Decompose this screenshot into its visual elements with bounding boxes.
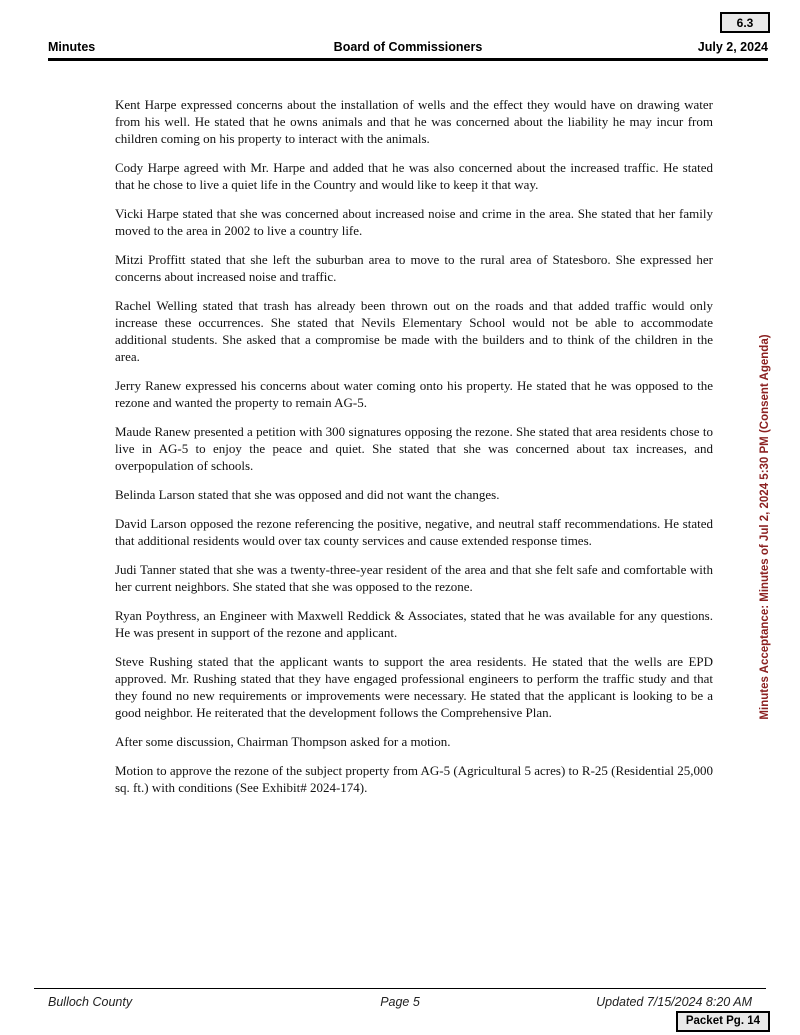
paragraph: Ryan Poythress, an Engineer with Maxwell Reddick & Associates, stated that he was available for any questions. He was present in support of the rezone and applicant. — [115, 608, 713, 640]
document-page: 6.3 Board of Commissioners Minutes July 2, 2024 Kent Harpe expressed concerns about the installation of wells and the effect they would have on drawing water from his well. He stated that he owns animals and that he was concerned about the liability he may incur from children coming on his property to interact with the animals. Cody Harpe agreed with Mr. Harpe and added that he was also concerned about the increased traffic. He stated that he chose to live a quiet life in the Country and would like to keep it that way. Vicki Harpe stated that she was concerned about increased noise and crime in the area. She stated that her family moved to the area in 2002 to live a country life. Mitzi Proffitt stated that she left the suburban area to move to the rural area of Statesboro. She expressed her concerns about increased noise and traffic. Rachel Welling stated that trash has already been thrown out on the roads and that added traffic would only increase these occurrences. She stated that Nevils Elementary School would not be able to accommodate additional students. She asked that a compromise be made with the builders and to think of the children in the area. Jerry Ranew expressed his concerns about water coming onto his property. He stated that he was opposed to the rezone and wanted the property to remain AG-5. Maude Ranew presented a petition with 300 signatures opposing the rezone. She stated that area residents chose to live in AG-5 to enjoy the peace and quiet. She stated that she was concerned about tax increases, and overpopulation of schools. Belinda Larson stated that she was opposed and did not want the changes. David Larson opposed the rezone referencing the positive, negative, and neutral staff recommendations. He stated that additional residents would over tax county services and cause extended response times. Judi Tanner stated that she was a twenty-three-year resident of the area and that she felt safe and comfortable with her current neighbors. She stated that she was opposed to the rezone. Ryan Poythress, an Engineer with Maxwell Reddick & Associates, stated that he was available for any questions. He was present in support of the rezone and applicant. Steve Rushing stated that the applicant wants to support the area residents. He stated that the wells are EPD approved. Mr. Rushing stated that they have engaged professional engineers to perform the traffic study and that they found no new requirements or improvements were necessary. He stated that the applicant is looking to be a good neighbor. He reiterated that the development follows the Comprehensive Plan. After some discussion, Chairman Thompson asked for a motion. Motion to approve the rezone of the subject property from AG-5 (Agricultural 5 acres) to R-25 (Residential 25,000 sq. ft.) with conditions (See Exhibit# 2024-174). Minutes Acceptance: Minutes of Jul 2, 2024 5:30 PM (Consent Agenda) Bulloch County Page 5 Updated 7/15/2024 8:20 AM Packet Pg. 14 — [0, 0, 800, 1035]
paragraph: Kent Harpe expressed concerns about the installation of wells and the effect they would have on drawing water from his well. He stated that he owns animals and that he was concerned about the liability he may incur from children coming on his property to interact with the animals. — [115, 97, 713, 146]
paragraph: Vicki Harpe stated that she was concerned about increased noise and crime in the area. She stated that her family moved to the area in 2002 to live a country life. — [115, 206, 713, 238]
paragraph: Steve Rushing stated that the applicant wants to support the area residents. He stated that the wells are EPD approved. Mr. Rushing stated that they have engaged professional engineers to perform the traffic study and that they found no new requirements or improvements were necessary. He stated that the applicant is looking to be a good neighbor. He reiterated that the development follows the Comprehensive Plan. — [115, 654, 713, 720]
paragraph: Motion to approve the rezone of the subject property from AG-5 (Agricultural 5 acres) to R-25 (Residential 25,000 sq. ft.) with conditions (See Exhibit# 2024-174). — [115, 763, 713, 795]
agenda-item-tab — [720, 12, 770, 33]
packet-page-label: Packet Pg. 14 — [685, 1015, 760, 1027]
agenda-item-number: 6.3 — [736, 15, 754, 30]
packet-page-badge — [676, 1011, 770, 1032]
footer-divider — [34, 988, 766, 989]
paragraph: Maude Ranew presented a petition with 300 signatures opposing the rezone. She stated that area residents chose to live in AG-5 to enjoy the peace and quiet. She stated that she was concerned about tax increases, and overpopulation of schools. — [115, 424, 713, 473]
paragraph: Rachel Welling stated that trash has already been thrown out on the roads and that added traffic would only increase these occurrences. She stated that Nevils Elementary School would not be able to accommodate additional students. She asked that a compromise be made with the builders and to think of the children in the area. — [115, 298, 713, 364]
footer-updated-timestamp: Updated 7/15/2024 8:20 AM — [596, 995, 752, 1009]
paragraph: Belinda Larson stated that she was opposed and did not want the changes. — [115, 487, 500, 502]
header-doc-type: Minutes — [48, 40, 96, 54]
page-header — [48, 40, 768, 61]
footer-county: Bulloch County — [48, 995, 133, 1009]
paragraph: Cody Harpe agreed with Mr. Harpe and added that he was also concerned about the increased traffic. He stated that he chose to live a quiet life in the Country and would like to keep it that way. — [115, 160, 713, 192]
header-date: July 2, 2024 — [697, 40, 768, 54]
footer-page-number: Page 5 — [380, 995, 420, 1009]
paragraph: David Larson opposed the rezone referencing the positive, negative, and neutral staff recommendations. He stated that additional residents would over tax county services and cause extended response times. — [115, 516, 713, 548]
paragraph: Mitzi Proffitt stated that she left the suburban area to move to the rural area of Statesboro. She expressed her concerns about increased noise and traffic. — [115, 252, 713, 284]
paragraph: Jerry Ranew expressed his concerns about water coming onto his property. He stated that he was opposed to the rezone and wanted the property to remain AG-5. — [115, 378, 713, 410]
paragraph: After some discussion, Chairman Thompson asked for a motion. — [115, 734, 451, 749]
minutes-body — [115, 96, 713, 808]
header-title: Board of Commissioners — [333, 40, 483, 54]
paragraph: Judi Tanner stated that she was a twenty-three-year resident of the area and that she felt safe and comfortable with her current neighbors. She stated that she was opposed to the rezone. — [115, 562, 713, 594]
